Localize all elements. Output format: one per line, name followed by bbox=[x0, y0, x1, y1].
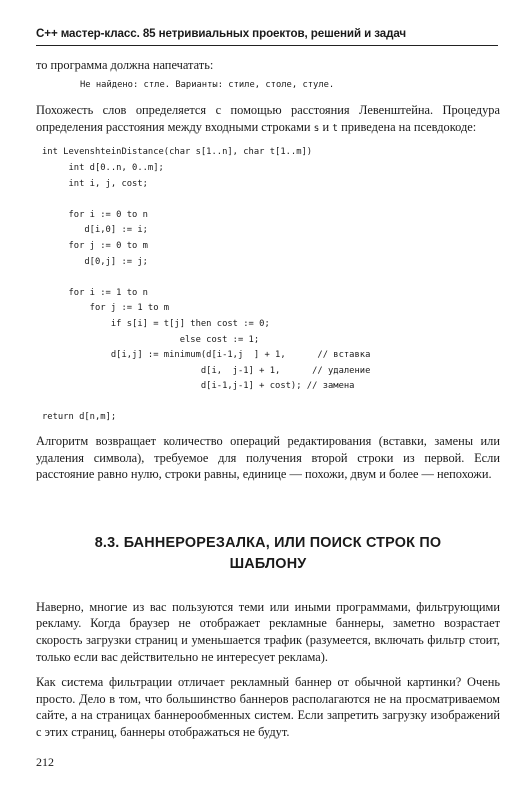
intro-line: то программа должна напечатать: bbox=[36, 58, 214, 72]
page-number: 212 bbox=[36, 755, 54, 769]
paragraph-ad-filters: Наверно, многие из вас пользуются теми или иными программами, фильтрующими рекламу. Когда браузер не отображает рекламные баннеры, заметно возрастает скорость загрузки страниц и уменьшается трафик (разумеется, включать фильтр стоит, только если вас действительно не интересует реклама). bbox=[36, 599, 500, 664]
code-line bbox=[42, 192, 500, 208]
var-t: t bbox=[332, 122, 338, 134]
var-s: s bbox=[313, 122, 320, 134]
paragraph-algorithm: Алгоритм возвращает количество операций редактирования (вставки, замены или удаления символа), требуемое для получения второй строки из первой. Если расстояние равно нулю, строки равны, единице — похожи, двум и более — непохожи. bbox=[36, 434, 500, 482]
para1-text-b: и bbox=[319, 119, 333, 134]
para1-text-c: приведена на псевдокоде: bbox=[337, 119, 477, 134]
section-title-line-2: ШАБЛОНУ bbox=[229, 555, 307, 572]
code-line: else cost := 1; bbox=[42, 334, 260, 345]
code-line: return d[n,m]; bbox=[42, 412, 117, 423]
code-line: d[i-1,j-1] + cost); // замена bbox=[42, 381, 355, 392]
para1-text-a: Похожесть слов определяется с помощью расстояния Левенштейна. Процедура определения расстояния между входными строками bbox=[36, 103, 500, 134]
code-line bbox=[42, 270, 500, 286]
code-line: for i := 0 to n bbox=[42, 209, 148, 220]
paragraph-levenshtein bbox=[36, 102, 500, 137]
section-heading bbox=[36, 533, 500, 575]
code-line: d[i,j] := minimum(d[i-1,j ] + 1, // вставка bbox=[42, 350, 371, 361]
code-line: for j := 1 to m bbox=[42, 303, 170, 314]
paragraph-banner-detection: Как система фильтрации отличает рекламный баннер от обычной картинки? Очень просто. Дело в том, что большинство баннеров располагаются не на просматриваемом сайте, а на страницах баннерообменных систем. Если запретить загрузку изображений с этих страниц, баннеры отображаться не будут. bbox=[36, 675, 500, 739]
code-line: int i, j, cost; bbox=[42, 178, 148, 189]
code-line: d[0,j] := j; bbox=[42, 256, 148, 267]
pseudocode-block bbox=[42, 145, 500, 426]
program-output: Не найдено: стле. Варианты: стиле, столе, стуле. bbox=[80, 79, 335, 90]
section-title-line-1: 8.3. БАННЕРОРЕЗАЛКА, ИЛИ ПОИСК СТРОК ПО bbox=[94, 534, 442, 551]
code-line: int d[0..n, 0..m]; bbox=[42, 162, 164, 173]
code-line: for j := 0 to m bbox=[42, 240, 148, 251]
code-line: if s[i] = t[j] then cost := 0; bbox=[42, 318, 270, 329]
page-body bbox=[36, 57, 500, 741]
code-line bbox=[42, 395, 500, 411]
code-line: d[i, j-1] + 1, // удаление bbox=[42, 365, 371, 376]
code-line: int LevenshteinDistance(char s[1..n], char t[1..m]) bbox=[42, 147, 313, 158]
code-line: d[i,0] := i; bbox=[42, 225, 148, 236]
code-line: for i := 1 to n bbox=[42, 287, 148, 298]
running-header: C++ мастер-класс. 85 нетривиальных проектов, решений и задач bbox=[36, 27, 498, 46]
